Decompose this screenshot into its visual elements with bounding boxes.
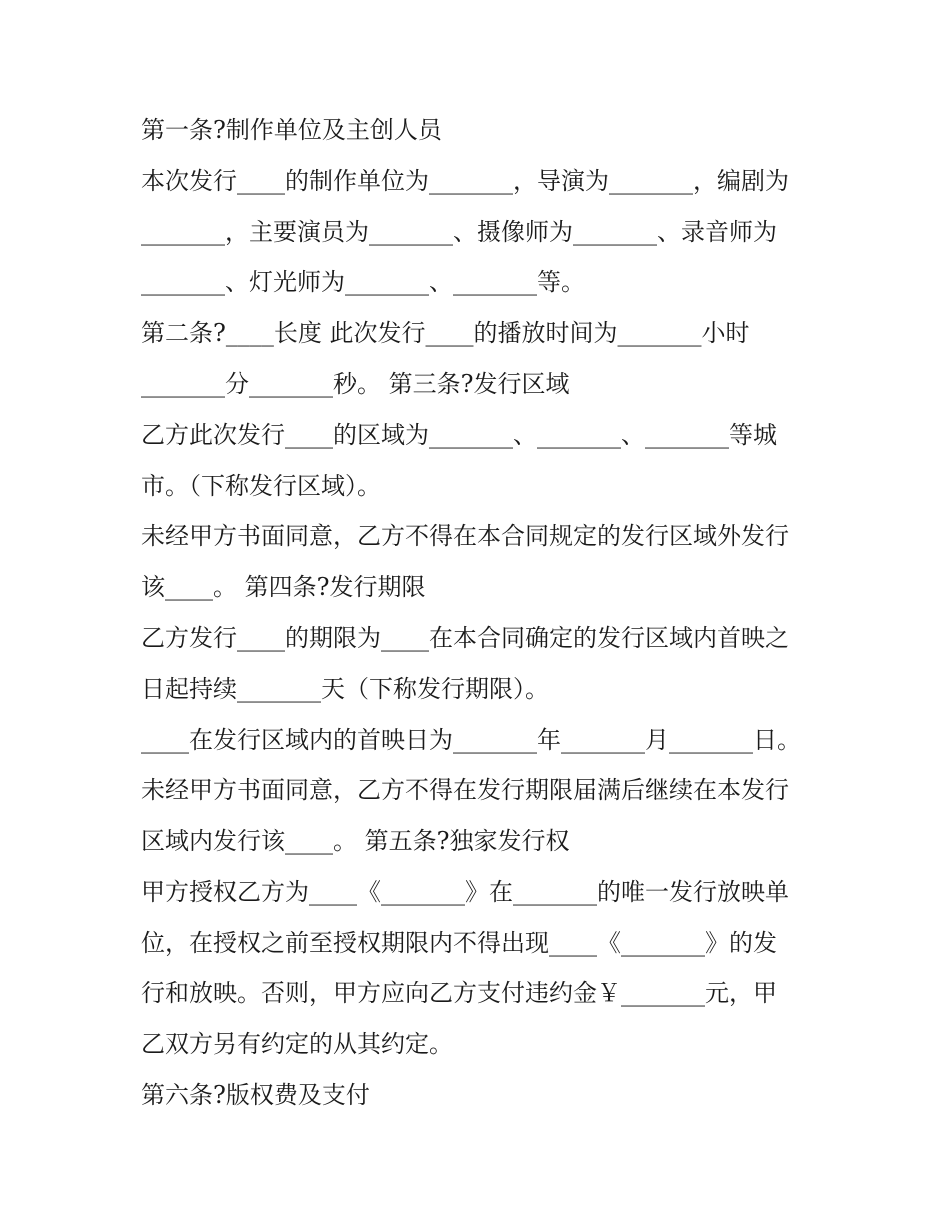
text-line: 区域内发行该____。 第五条?独家发行权: [141, 827, 570, 855]
text-line: 行和放映。否则，甲方应向乙方支付违约金￥_______元，甲: [141, 979, 777, 1007]
article-1-heading: 第一条?制作单位及主创人员: [141, 116, 442, 144]
article-6-heading: 第六条?版权费及支付: [141, 1081, 370, 1109]
text-line: 日起持续_______天（下称发行期限）。: [141, 675, 549, 703]
text-line: 未经甲方书面同意，乙方不得在本合同规定的发行区域外发行: [141, 522, 789, 550]
text-line: _______、灯光师为_______、_______等。: [141, 268, 585, 296]
text-line: 位，在授权之前至授权期限内不得出现____《_______》的发: [141, 929, 777, 957]
text-line: 甲方授权乙方为____《_______》在_______的唯一发行放映单: [141, 878, 789, 906]
article-2-heading: 第二条?____长度 此次发行____的播放时间为_______小时: [141, 319, 750, 347]
text-line: _______分_______秒。 第三条?发行区域: [141, 370, 570, 398]
text-line: 本次发行____的制作单位为_______，导演为_______，编剧为: [141, 167, 789, 195]
text-line: ____在发行区域内的首映日为_______年_______月_______日。: [141, 726, 801, 754]
text-line: 乙方此次发行____的区域为_______、_______、_______等城: [141, 421, 777, 449]
text-line: 市。（下称发行区域）。: [141, 472, 381, 500]
text-line: 乙方发行____的期限为____在本合同确定的发行区域内首映之: [141, 624, 789, 652]
text-line: _______，主要演员为_______、摄像师为_______、录音师为: [141, 218, 777, 246]
text-line: 未经甲方书面同意，乙方不得在发行期限届满后继续在本发行: [141, 776, 789, 804]
text-line: 乙双方另有约定的从其约定。: [141, 1030, 453, 1058]
text-line: 该____。 第四条?发行期限: [141, 573, 426, 601]
